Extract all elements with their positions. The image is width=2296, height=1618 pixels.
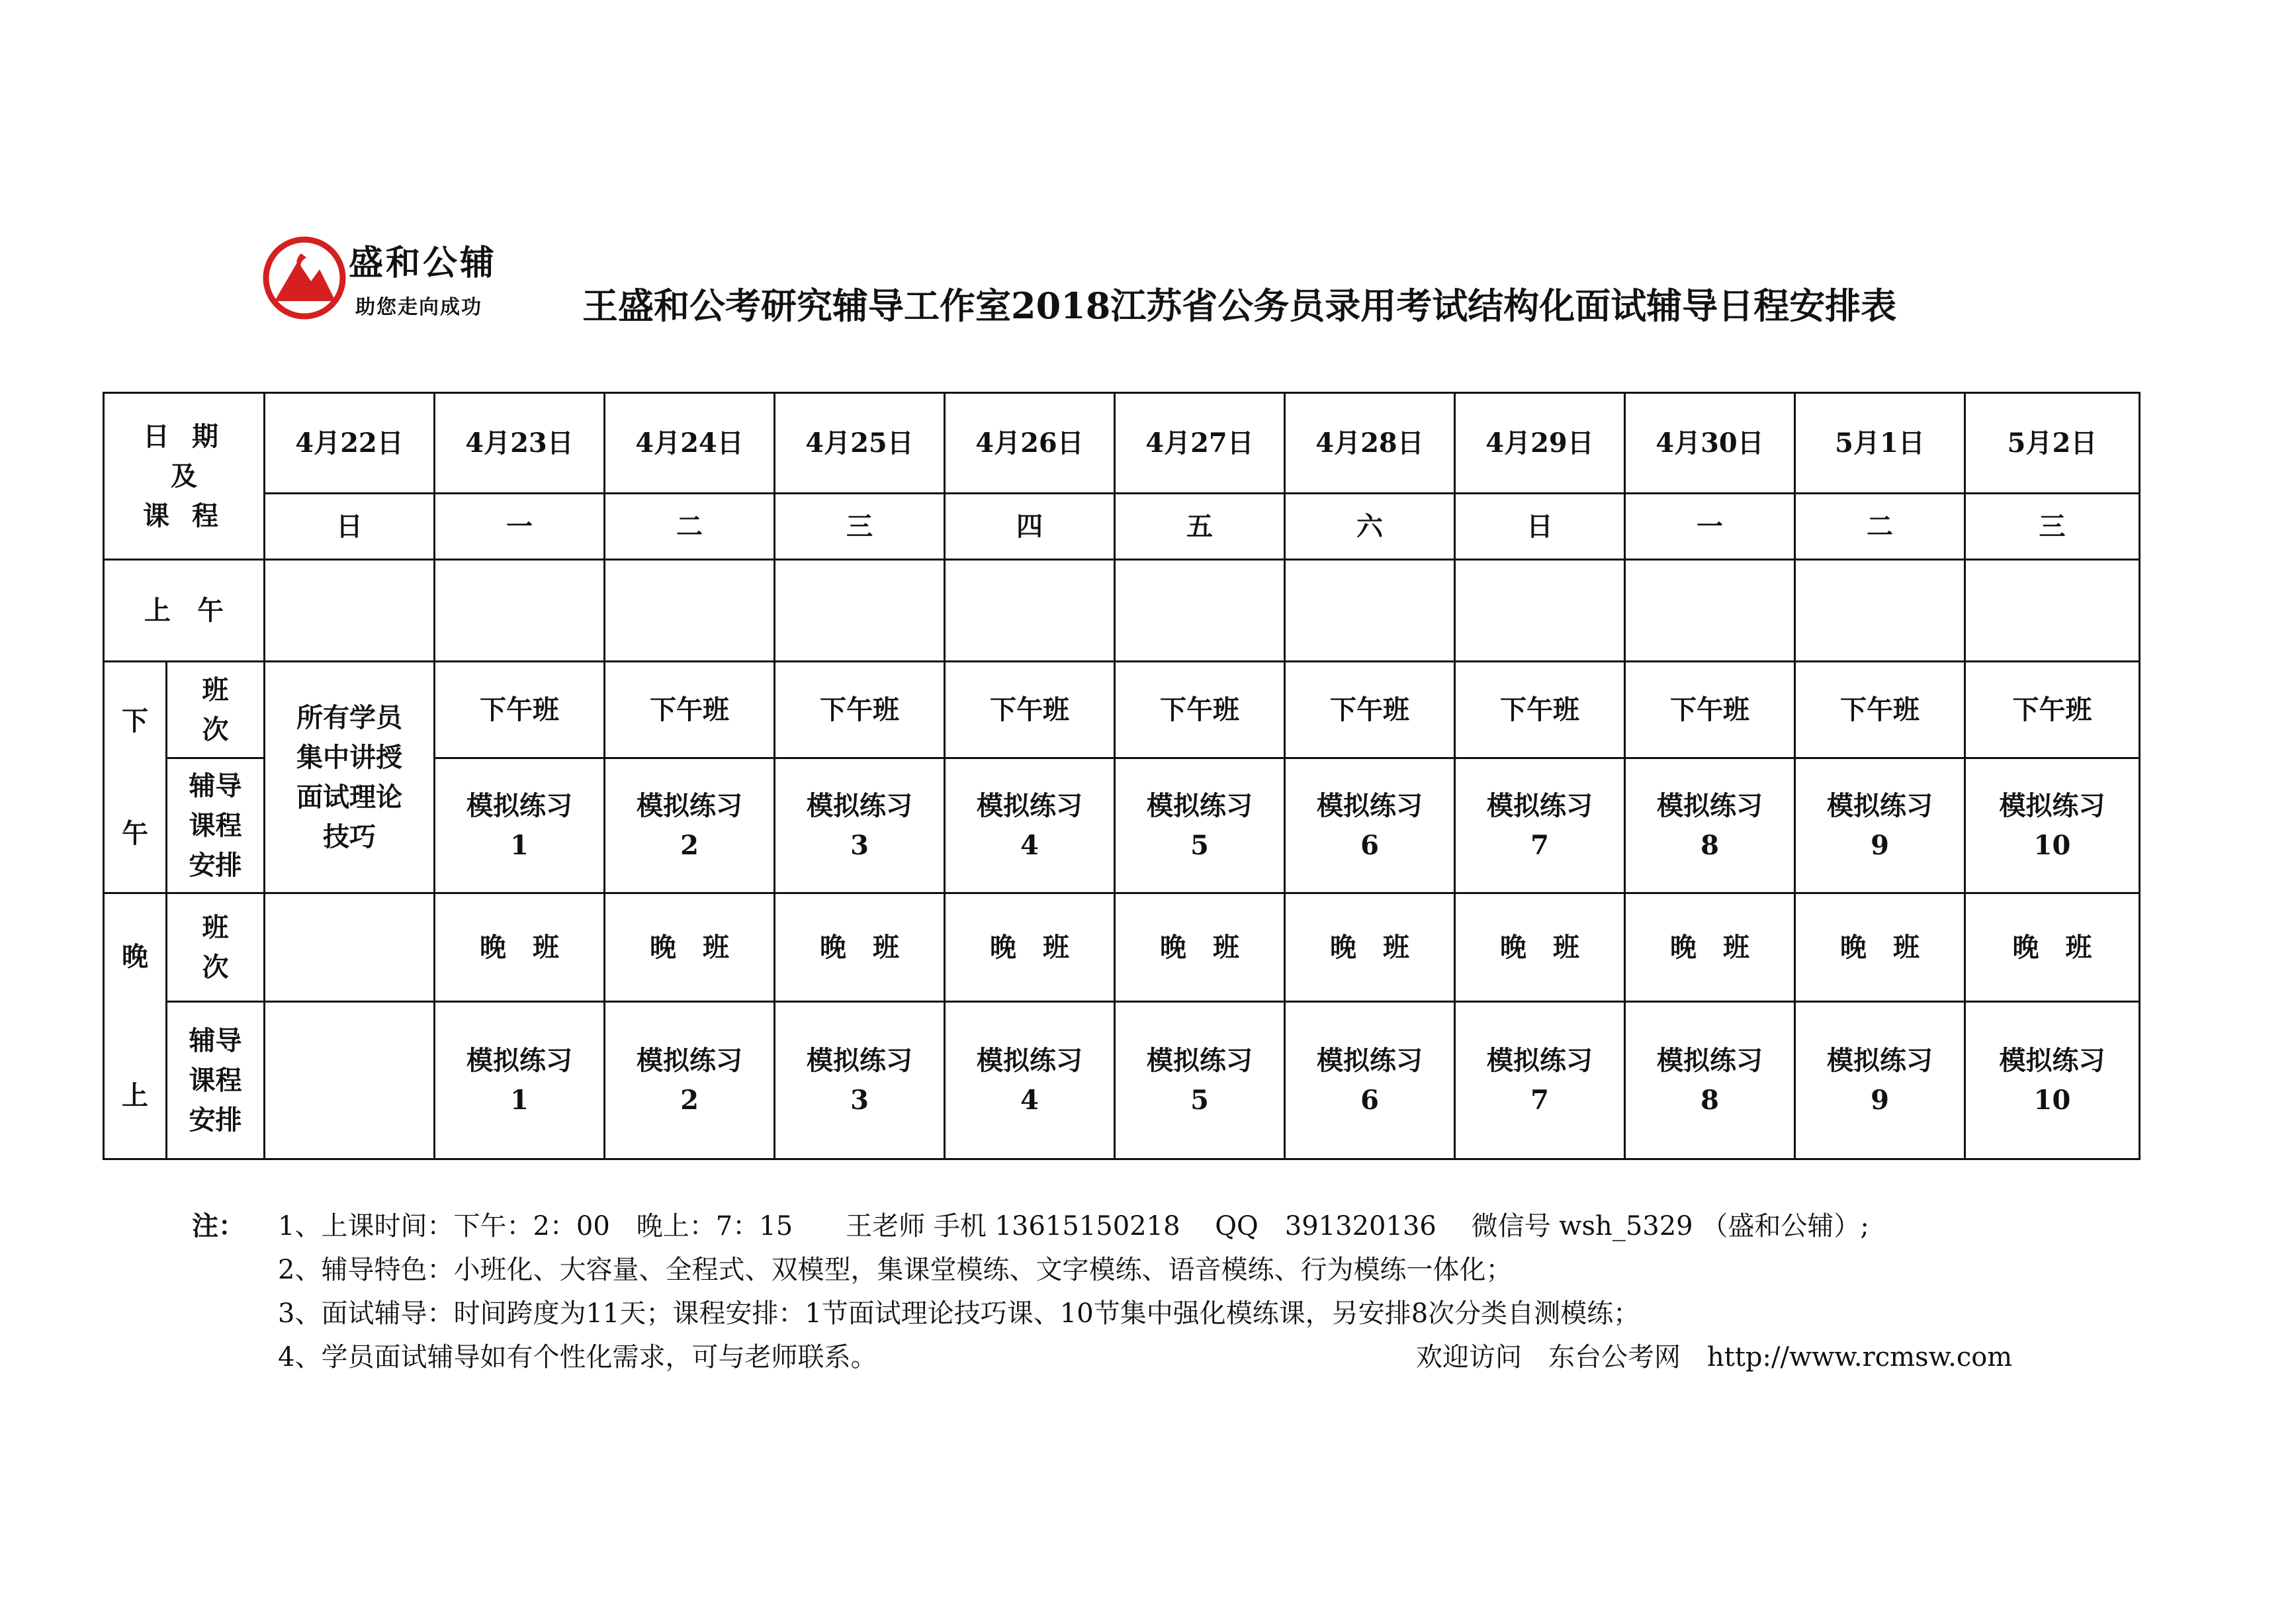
empty-cell [1115, 560, 1285, 662]
logo-name: 盛和公辅 [349, 244, 498, 283]
class-label [167, 662, 265, 758]
date-cell: 4月24日 [605, 393, 775, 494]
practice-label: 模拟练习 [807, 789, 912, 821]
morning-label: 上 午 [104, 560, 265, 662]
course-label-line: 安排 [189, 849, 242, 881]
practice-cell [775, 758, 945, 893]
schedule-table [103, 392, 2141, 1160]
weekday-cell: 三 [1965, 494, 2140, 560]
afternoon-label [104, 662, 167, 893]
evening-class-cell: 晚 班 [1795, 893, 1965, 1002]
practice-label: 模拟练习 [637, 1044, 742, 1076]
practice-number: 6 [1360, 1084, 1379, 1116]
practice-cell [1285, 1002, 1455, 1159]
afternoon-class-cell: 下午班 [775, 662, 945, 758]
date-row [104, 393, 2140, 494]
evening-class-cell: 晚 班 [945, 893, 1115, 1002]
afternoon-class-cell: 下午班 [1115, 662, 1285, 758]
date-cell: 4月29日 [1455, 393, 1625, 494]
empty-cell [1455, 560, 1625, 662]
practice-label: 模拟练习 [807, 1044, 912, 1076]
weekday-cell: 六 [1285, 494, 1455, 560]
empty-cell [265, 1002, 435, 1159]
date-cell: 5月1日 [1795, 393, 1965, 494]
empty-cell [945, 560, 1115, 662]
practice-number: 8 [1700, 829, 1719, 861]
note-text: 2、辅导特色：小班化、大容量、全程式、双模型，集课堂模练、文字模练、语音模练、行为模练一体化； [278, 1255, 1513, 1285]
date-cell: 4月25日 [775, 393, 945, 494]
note-text: 1、上课时间：下午：2：00 晚上：7：15 王老师 手机 13615150218 QQ 391320136 微信号 wsh_5329 （盛和公辅）; [278, 1211, 1869, 1241]
practice-cell [1965, 758, 2140, 893]
class-label-char: 次 [202, 713, 229, 745]
practice-label: 模拟练习 [1317, 789, 1423, 821]
empty-cell [1285, 560, 1455, 662]
date-cell: 4月30日 [1625, 393, 1795, 494]
evening-class-row [104, 893, 2140, 1002]
weekday-cell: 二 [1795, 494, 1965, 560]
practice-label: 模拟练习 [466, 789, 572, 821]
practice-number: 5 [1190, 1084, 1209, 1116]
practice-label: 模拟练习 [1827, 1044, 1933, 1076]
logo [261, 235, 526, 328]
afternoon-class-cell: 下午班 [1285, 662, 1455, 758]
practice-cell [435, 1002, 605, 1159]
corner-line: 及 [171, 460, 197, 492]
course-label-line: 辅导 [189, 770, 242, 801]
practice-label: 模拟练习 [1999, 789, 2105, 821]
evening-class-cell: 晚 班 [1115, 893, 1285, 1002]
page-title: 王盛和公考研究辅导工作室2018江苏省公务员录用考试结构化面试辅导日程安排表 [582, 285, 1897, 327]
evening-class-cell: 晚 班 [1285, 893, 1455, 1002]
course-label-line: 安排 [189, 1104, 242, 1136]
practice-cell [945, 758, 1115, 893]
practice-label: 模拟练习 [1827, 789, 1933, 821]
empty-cell [1965, 560, 2140, 662]
date-cell: 4月28日 [1285, 393, 1455, 494]
afternoon-label-char: 下 [122, 705, 148, 737]
class-label-char: 班 [202, 674, 229, 705]
afternoon-class-cell: 下午班 [1965, 662, 2140, 758]
practice-number: 1 [510, 1084, 529, 1116]
evening-class-cell: 晚 班 [605, 893, 775, 1002]
practice-cell [605, 758, 775, 893]
practice-label: 模拟练习 [1317, 1044, 1423, 1076]
class-label-char: 班 [202, 911, 229, 943]
practice-cell [1285, 758, 1455, 893]
practice-number: 5 [1190, 829, 1209, 861]
practice-cell [605, 1002, 775, 1159]
first-day-line: 集中讲授 [296, 741, 402, 773]
practice-cell [1965, 1002, 2140, 1159]
practice-cell [945, 1002, 1115, 1159]
empty-cell [265, 560, 435, 662]
weekday-cell: 二 [605, 494, 775, 560]
practice-number: 4 [1020, 829, 1039, 861]
first-day-line: 面试理论 [296, 781, 402, 813]
weekday-cell: 四 [945, 494, 1115, 560]
logo-slogan: 助您走向成功 [355, 296, 482, 319]
evening-class-cell: 晚 班 [435, 893, 605, 1002]
afternoon-class-cell: 下午班 [945, 662, 1115, 758]
practice-cell [435, 758, 605, 893]
evening-label-char: 上 [122, 1079, 148, 1111]
morning-row [104, 560, 2140, 662]
first-day-line: 技巧 [323, 821, 376, 852]
afternoon-class-cell: 下午班 [1795, 662, 1965, 758]
practice-number: 9 [1871, 1084, 1889, 1116]
weekday-cell: 一 [435, 494, 605, 560]
practice-cell [1625, 758, 1795, 893]
weekday-cell: 五 [1115, 494, 1285, 560]
practice-number: 9 [1871, 829, 1889, 861]
practice-number: 4 [1020, 1084, 1039, 1116]
weekday-cell: 日 [265, 494, 435, 560]
date-cell: 5月2日 [1965, 393, 2140, 494]
afternoon-class-row [104, 662, 2140, 758]
evening-label [104, 893, 167, 1159]
practice-number: 8 [1700, 1084, 1719, 1116]
practice-label: 模拟练习 [1487, 1044, 1593, 1076]
note-line [192, 1335, 2177, 1379]
date-cell: 4月27日 [1115, 393, 1285, 494]
class-label [167, 893, 265, 1002]
practice-number: 6 [1360, 829, 1379, 861]
practice-label: 模拟练习 [977, 789, 1082, 821]
practice-cell [1625, 1002, 1795, 1159]
practice-number: 3 [850, 829, 869, 861]
practice-number: 10 [2033, 1084, 2071, 1116]
practice-label: 模拟练习 [1657, 789, 1763, 821]
empty-cell [1625, 560, 1795, 662]
practice-label: 模拟练习 [637, 789, 742, 821]
first-day-line: 所有学员 [296, 701, 402, 733]
note-line [192, 1248, 2177, 1292]
practice-cell [1455, 1002, 1625, 1159]
practice-label: 模拟练习 [977, 1044, 1082, 1076]
evening-class-cell: 晚 班 [1965, 893, 2140, 1002]
weekday-cell: 日 [1455, 494, 1625, 560]
weekday-row [104, 494, 2140, 560]
evening-class-cell: 晚 班 [1625, 893, 1795, 1002]
notes-label: 注： [192, 1210, 245, 1241]
course-label-line: 辅导 [189, 1024, 242, 1056]
practice-cell [775, 1002, 945, 1159]
corner-header [104, 393, 265, 560]
evening-class-cell: 晚 班 [1455, 893, 1625, 1002]
practice-number: 10 [2033, 829, 2071, 861]
afternoon-class-cell: 下午班 [605, 662, 775, 758]
empty-cell [265, 893, 435, 1002]
note-text: 3、面试辅导：时间跨度为11天；课程安排：1节面试理论技巧课、10节集中强化模练课，另安排8次分类自测模练； [278, 1298, 1640, 1329]
note-line [192, 1204, 2177, 1248]
empty-cell [1795, 560, 1965, 662]
weekday-cell: 三 [775, 494, 945, 560]
afternoon-class-cell: 下午班 [1625, 662, 1795, 758]
practice-cell [1115, 758, 1285, 893]
practice-number: 2 [680, 1084, 699, 1116]
practice-label: 模拟练习 [1657, 1044, 1763, 1076]
date-cell: 4月23日 [435, 393, 605, 494]
practice-cell [1795, 1002, 1965, 1159]
afternoon-label-char: 午 [122, 817, 148, 849]
practice-label: 模拟练习 [1147, 789, 1253, 821]
first-day-afternoon-cell [265, 662, 435, 893]
weekday-cell: 一 [1625, 494, 1795, 560]
evening-course-row [104, 1002, 2140, 1159]
practice-label: 模拟练习 [1999, 1044, 2105, 1076]
practice-label: 模拟练习 [466, 1044, 572, 1076]
practice-number: 7 [1530, 829, 1549, 861]
date-cell: 4月26日 [945, 393, 1115, 494]
practice-label: 模拟练习 [1487, 789, 1593, 821]
afternoon-class-cell: 下午班 [435, 662, 605, 758]
evening-label-char: 晚 [122, 940, 148, 972]
evening-class-cell: 晚 班 [775, 893, 945, 1002]
afternoon-class-cell: 下午班 [1455, 662, 1625, 758]
course-label-line: 课程 [189, 809, 242, 841]
class-label-char: 次 [202, 951, 229, 983]
empty-cell [435, 560, 605, 662]
course-label-line: 课程 [189, 1064, 242, 1096]
practice-cell [1795, 758, 1965, 893]
date-cell: 4月22日 [265, 393, 435, 494]
note-line [192, 1292, 2177, 1335]
practice-number: 2 [680, 829, 699, 861]
website-link[interactable]: 欢迎访问 东台公考网 http://www.rcmsw.com [1416, 1342, 2013, 1372]
practice-cell [1115, 1002, 1285, 1159]
practice-number: 1 [510, 829, 529, 861]
note-text: 4、学员面试辅导如有个性化需求，可与老师联系。 [278, 1342, 877, 1372]
course-label [167, 758, 265, 893]
empty-cell [775, 560, 945, 662]
corner-line: 课 程 [143, 500, 225, 531]
course-label [167, 1002, 265, 1159]
empty-cell [605, 560, 775, 662]
logo-emblem-icon [261, 235, 347, 321]
notes [192, 1204, 2177, 1379]
practice-label: 模拟练习 [1147, 1044, 1253, 1076]
corner-line: 日 期 [143, 420, 225, 452]
practice-number: 3 [850, 1084, 869, 1116]
practice-number: 7 [1530, 1084, 1549, 1116]
practice-cell [1455, 758, 1625, 893]
